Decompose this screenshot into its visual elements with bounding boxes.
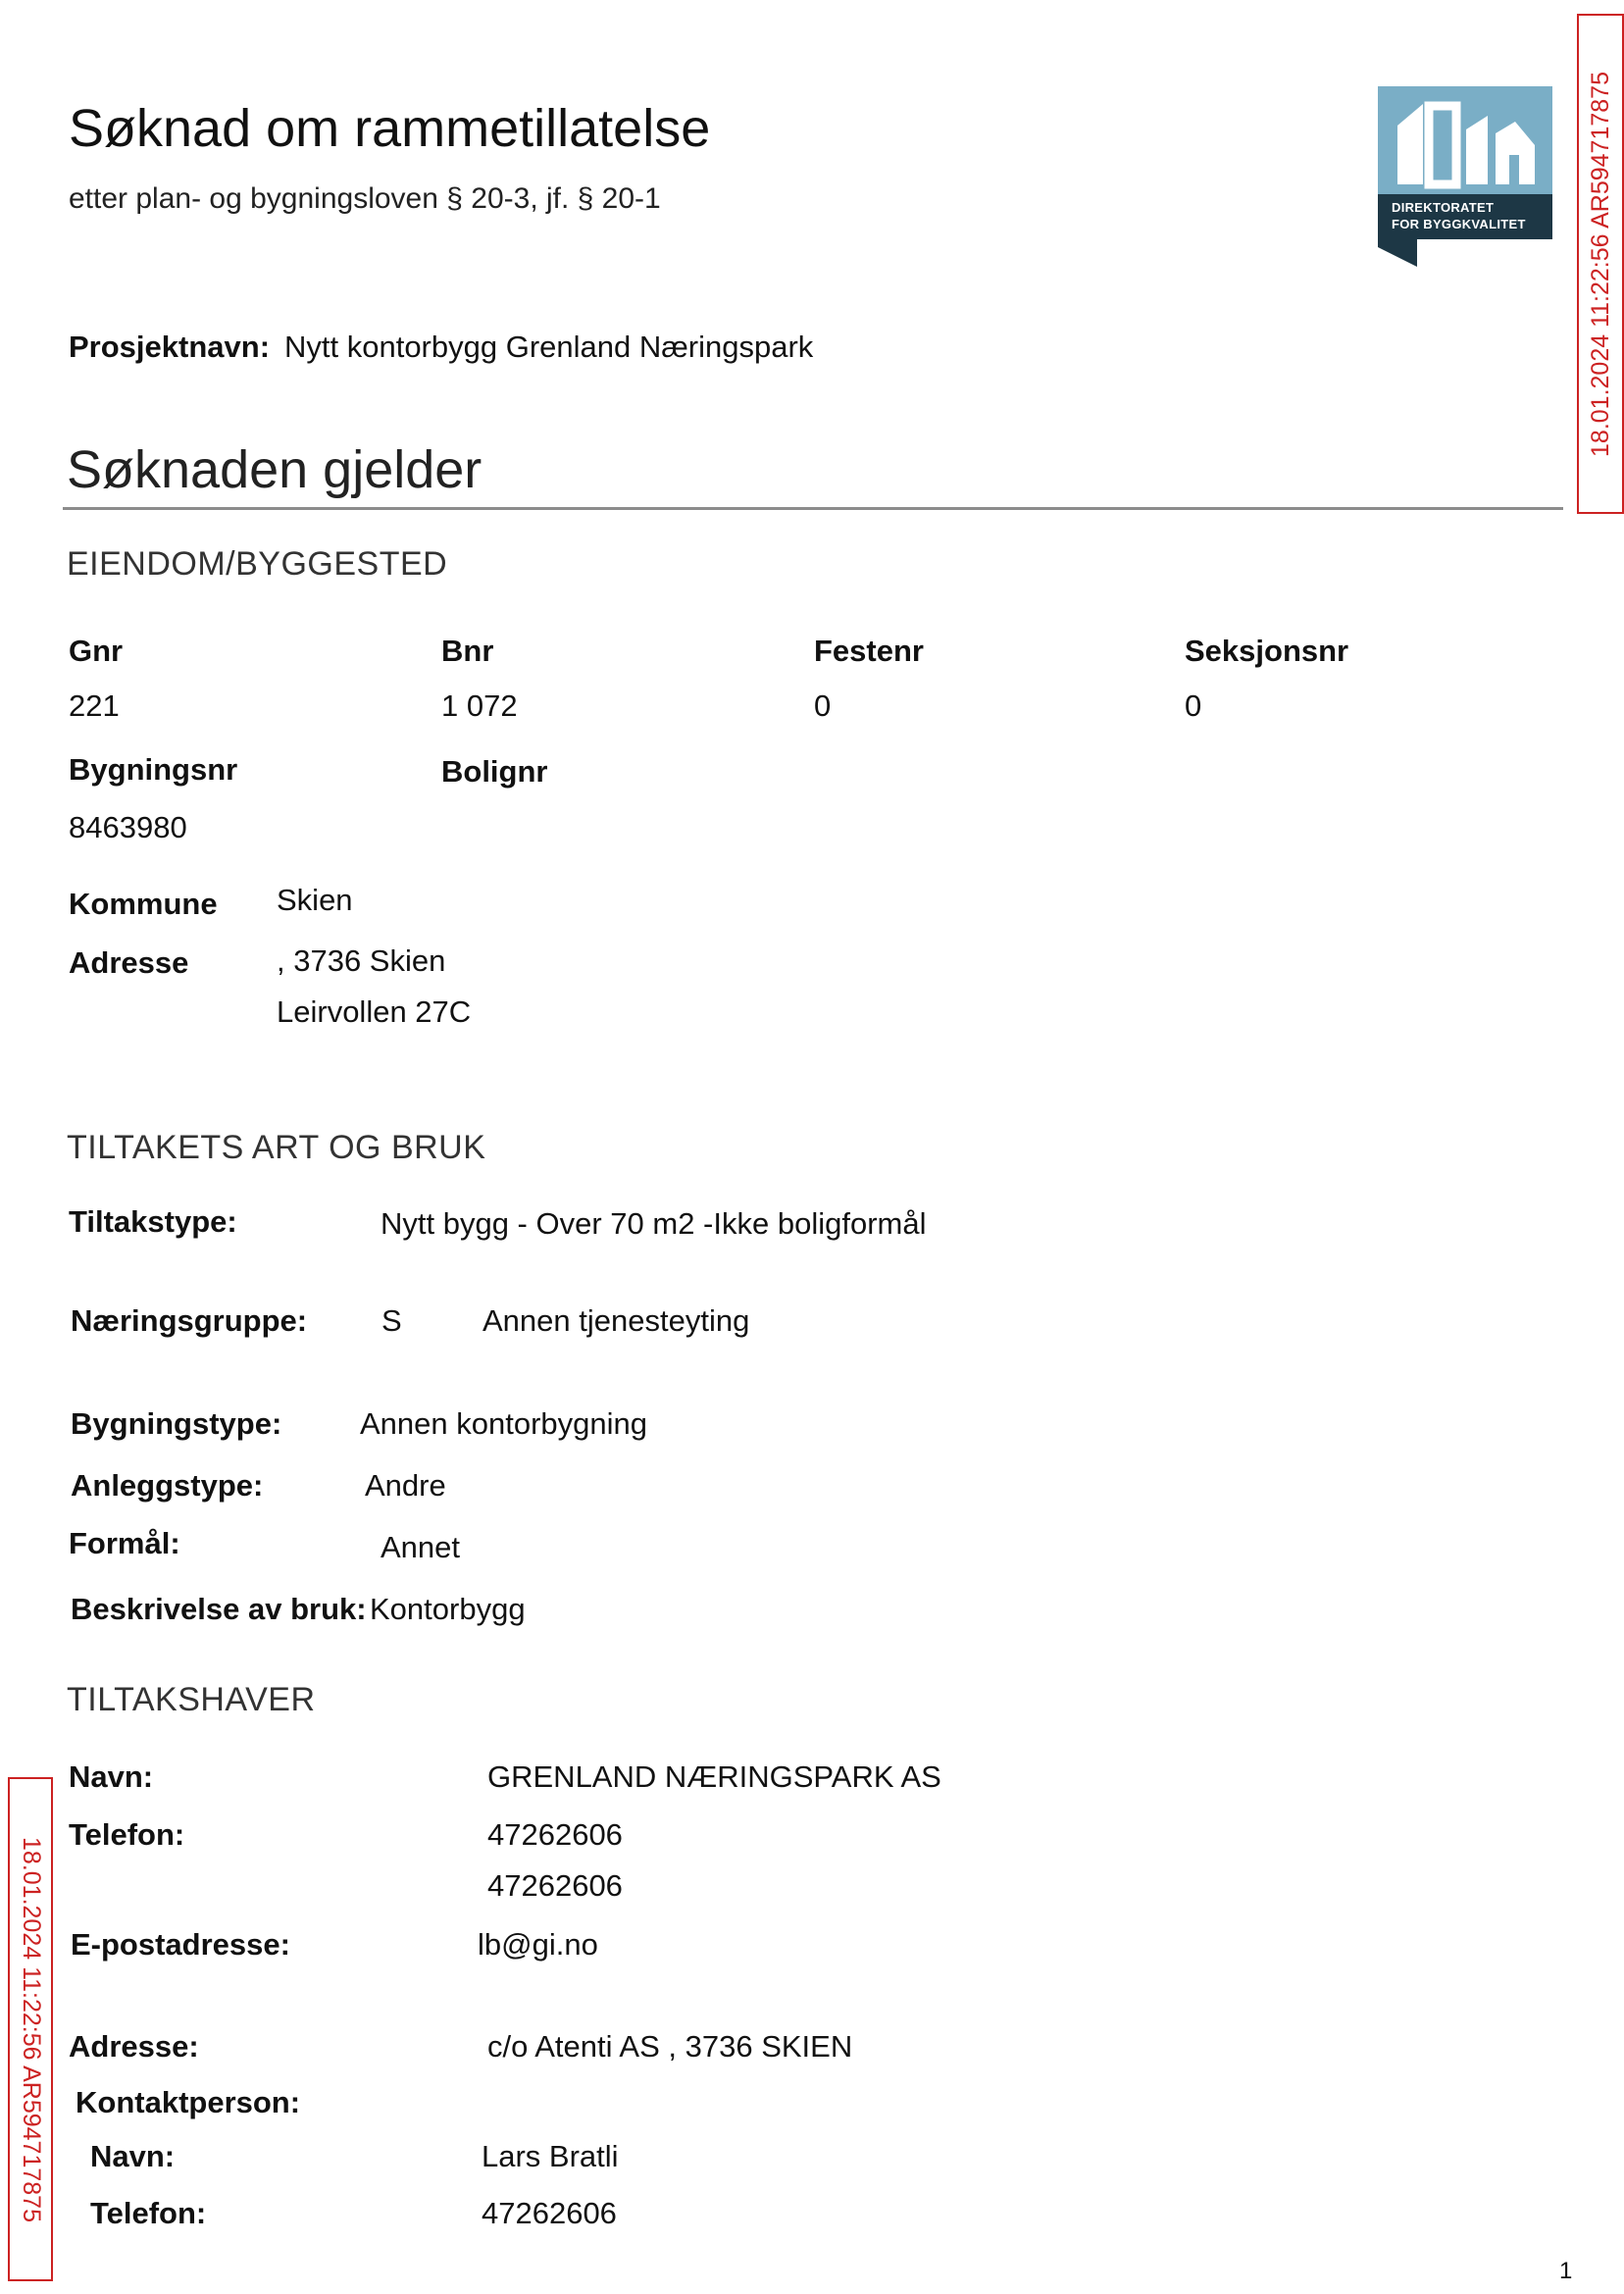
- beskrivelse-label: Beskrivelse av bruk:: [71, 1592, 367, 1626]
- project-value: Nytt kontorbygg Grenland Næringspark: [284, 330, 814, 364]
- bnr-label: Bnr: [441, 634, 494, 668]
- navn-value: GRENLAND NÆRINGSPARK AS: [487, 1759, 941, 1794]
- building-icon: [1378, 86, 1552, 194]
- bolignr-label: Bolignr: [441, 754, 548, 789]
- logo-line-1: DIREKTORATET: [1392, 200, 1495, 215]
- navn-label: Navn:: [69, 1759, 154, 1794]
- kontakt-navn-label: Navn:: [90, 2139, 176, 2173]
- logo-line-2: FOR BYGGKVALITET: [1392, 217, 1526, 231]
- tiltak-heading: TILTAKETS ART OG BRUK: [67, 1129, 486, 1166]
- kommune-value: Skien: [277, 883, 353, 917]
- formal-value: Annet: [381, 1530, 461, 1564]
- eiendom-heading: EIENDOM/BYGGESTED: [67, 545, 448, 583]
- anleggstype-value: Andre: [365, 1468, 446, 1503]
- kontakt-telefon-value: 47262606: [482, 2196, 617, 2230]
- naeringsgruppe-code: S: [381, 1303, 402, 1338]
- timestamp-stamp-left: [8, 1777, 53, 2281]
- logo-ribbon-tail-icon: [1378, 239, 1417, 267]
- timestamp-stamp-top: [1577, 14, 1624, 514]
- adresse-label: Adresse: [69, 945, 189, 980]
- tiltakstype-label: Tiltakstype:: [69, 1204, 237, 1239]
- project-label: Prosjektnavn:: [69, 330, 271, 364]
- telefon-value-1: 47262606: [487, 1817, 623, 1852]
- bygningsnr-label: Bygningsnr: [69, 752, 238, 787]
- stamp-text: 18.01.2024 11:22:56 AR594717875: [17, 1836, 45, 2222]
- kontakt-navn-value: Lars Bratli: [482, 2139, 619, 2173]
- epost-label: E-postadresse:: [71, 1927, 290, 1962]
- page-title: Søknad om rammetillatelse: [69, 99, 711, 158]
- section-divider: [63, 507, 1563, 510]
- festenr-label: Festenr: [814, 634, 924, 668]
- bygningstype-label: Bygningstype:: [71, 1406, 282, 1441]
- kontaktperson-label: Kontaktperson:: [76, 2085, 301, 2119]
- logo-graphic: [1378, 86, 1552, 194]
- kontakt-telefon-label: Telefon:: [90, 2196, 207, 2230]
- formal-label: Formål:: [69, 1526, 180, 1560]
- tiltakshaver-heading: TILTAKSHAVER: [67, 1681, 316, 1718]
- dibk-logo: [1378, 86, 1552, 275]
- tiltakstype-value: Nytt bygg - Over 70 m2 -Ikke boligformål: [381, 1206, 927, 1241]
- festenr-value: 0: [814, 688, 832, 723]
- tiltakshaver-adresse-value: c/o Atenti AS , 3736 SKIEN: [487, 2029, 853, 2064]
- section-title: Søknaden gjelder: [67, 440, 482, 499]
- gnr-value: 221: [69, 688, 120, 723]
- gnr-label: Gnr: [69, 634, 124, 668]
- stamp-text: 18.01.2024 11:22:56 AR594717875: [1586, 71, 1614, 457]
- epost-value: lb@gi.no: [478, 1927, 598, 1962]
- kommune-label: Kommune: [69, 887, 218, 921]
- adresse-line-2: Leirvollen 27C: [277, 994, 472, 1029]
- naeringsgruppe-label: Næringsgruppe:: [71, 1303, 308, 1338]
- logo-text-band: [1378, 194, 1552, 239]
- adresse-line-1: , 3736 Skien: [277, 943, 446, 978]
- beskrivelse-value: Kontorbygg: [370, 1592, 526, 1626]
- tiltakshaver-adresse-label: Adresse:: [69, 2029, 199, 2064]
- telefon-value-2: 47262606: [487, 1868, 623, 1903]
- seksjonsnr-value: 0: [1185, 688, 1202, 723]
- telefon-label: Telefon:: [69, 1817, 185, 1852]
- anleggstype-label: Anleggstype:: [71, 1468, 264, 1503]
- bnr-value: 1 072: [441, 688, 518, 723]
- page-subtitle: etter plan- og bygningsloven § 20-3, jf. § 20-1: [69, 182, 661, 215]
- bygningstype-value: Annen kontorbygning: [360, 1406, 648, 1441]
- bygningsnr-value: 8463980: [69, 810, 187, 844]
- seksjonsnr-label: Seksjonsnr: [1185, 634, 1349, 668]
- page-number: 1: [1559, 2258, 1573, 2284]
- naeringsgruppe-value: Annen tjenesteyting: [482, 1303, 750, 1338]
